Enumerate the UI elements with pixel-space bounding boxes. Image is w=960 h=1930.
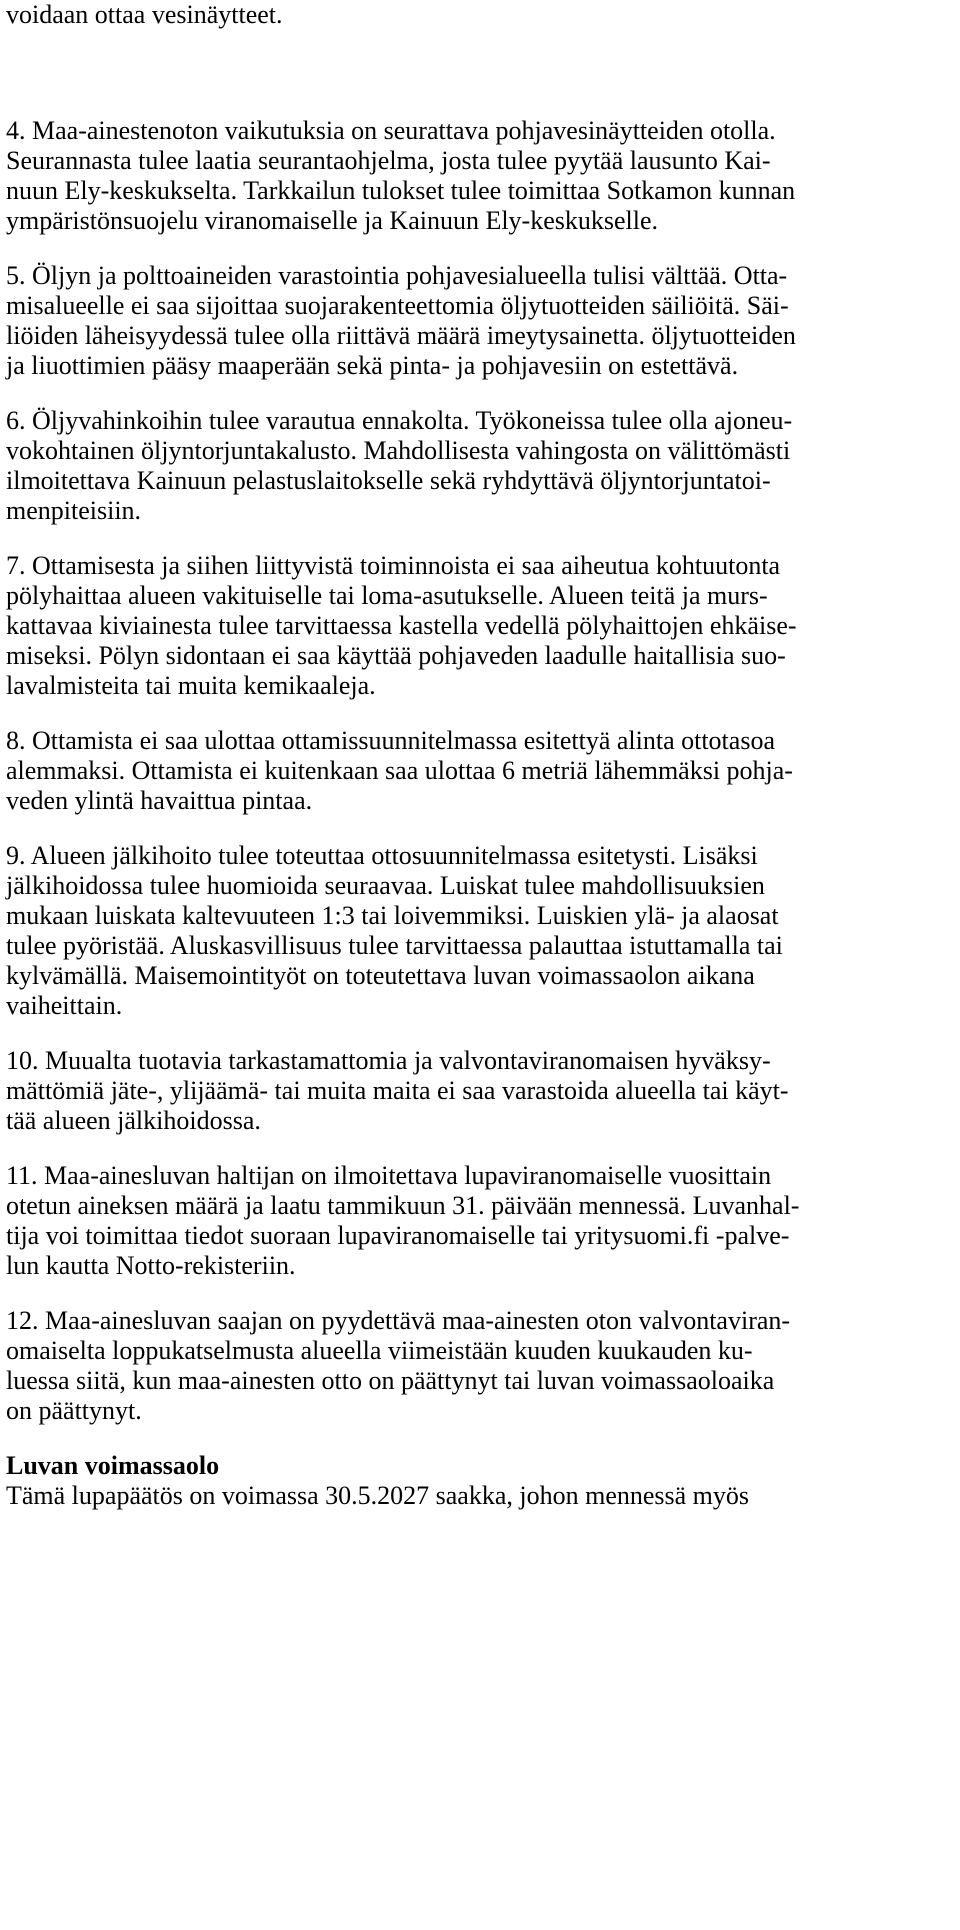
section-heading: Luvan voimassaolo (6, 1451, 220, 1480)
paragraph-4-line: ympäristönsuojelu viranomaiselle ja Kainuun Ely-keskukselle. (6, 206, 659, 235)
paragraph-4-line: Seurannasta tulee laatia seurantaohjelma, josta tulee pyytää lausunto Kai- (6, 146, 771, 175)
paragraph-9-line: 9. Alueen jälkihoito tulee toteuttaa ottosuunnitelmassa esitetysti. Lisäksi (6, 841, 758, 870)
paragraph-7-line: lavalmisteita tai muita kemikaaleja. (6, 671, 376, 700)
paragraph-7-line: miseksi. Pölyn sidontaan ei saa käyttää pohjaveden laadulle haitallisia suo- (6, 641, 786, 670)
paragraph-6-line: 6. Öljyvahinkoihin tulee varautua ennakolta. Työkoneissa tulee olla ajoneu- (6, 406, 793, 435)
paragraph-9-line: jälkihoidossa tulee huomioida seuraavaa. Luiskat tulee mahdollisuuksien (6, 871, 765, 900)
paragraph-6-line: ilmoitettava Kainuun pelastuslaitokselle sekä ryhdyttävä öljyntorjuntatoi- (6, 466, 771, 495)
paragraph-12-line: omaiselta loppukatselmusta alueella viimeistään kuuden kuukauden ku- (6, 1336, 753, 1365)
paragraph-11-line: lun kautta Notto-rekisteriin. (6, 1251, 296, 1280)
paragraph-12-line: luessa siitä, kun maa-ainesten otto on päättynyt tai luvan voimassaoloaika (6, 1366, 775, 1395)
paragraph-9-line: tulee pyöristää. Aluskasvillisuus tulee tarvittaessa palauttaa istuttamalla tai (6, 931, 783, 960)
paragraph-5-line: liöiden läheisyydessä tulee olla riittävä määrä imeytysainetta. öljytuotteiden (6, 321, 796, 350)
paragraph-4-line: 4. Maa-ainestenoton vaikutuksia on seurattava pohjavesinäytteiden otolla. (6, 116, 776, 145)
paragraph-6-line: vokohtainen öljyntorjuntakalusto. Mahdollisesta vahingosta on välittömästi (6, 436, 791, 465)
paragraph-5-line: ja liuottimien pääsy maaperään sekä pinta- ja pohjavesiin on estettävä. (6, 351, 739, 380)
paragraph-12-line: 12. Maa-ainesluvan saajan on pyydettävä maa-ainesten oton valvontaviran- (6, 1306, 791, 1335)
paragraph-11-line: 11. Maa-ainesluvan haltijan on ilmoitettava lupaviranomaiselle vuosittain (6, 1161, 772, 1190)
paragraph-7-line: 7. Ottamisesta ja siihen liittyvistä toiminnoista ei saa aiheutua kohtuutonta (6, 551, 781, 580)
paragraph-5-line: 5. Öljyn ja polttoaineiden varastointia pohjavesialueella tulisi välttää. Otta- (6, 261, 788, 290)
paragraph-9-line: kylvämällä. Maisemointityöt on toteutettava luvan voimassaolon aikana (6, 961, 755, 990)
paragraph-7-line: kattavaa kiviainesta tulee tarvittaessa kastella vedellä pölyhaittojen ehkäise- (6, 611, 797, 640)
paragraph-8-line: veden ylintä havaittua pintaa. (6, 786, 313, 815)
paragraph-8-line: alemmaksi. Ottamista ei kuitenkaan saa ulottaa 6 metriä lähemmäksi pohja- (6, 756, 793, 785)
paragraph-11-line: otetun aineksen määrä ja laatu tammikuun 31. päivään mennessä. Luvanhal- (6, 1191, 800, 1220)
paragraph-6-line: menpiteisiin. (6, 496, 142, 525)
paragraph-8-line: 8. Ottamista ei saa ulottaa ottamissuunnitelmassa esitettyä alinta ottotasoa (6, 726, 775, 755)
paragraph-4-line: nuun Ely-keskukselta. Tarkkailun tulokset tulee toimittaa Sotkamon kunnan (6, 176, 796, 205)
paragraph-7-line: pölyhaittaa alueen vakituiselle tai loma-asutukselle. Alueen teitä ja murs- (6, 581, 768, 610)
validity-line: Tämä lupapäätös on voimassa 30.5.2027 saakka, johon mennessä myös (6, 1481, 750, 1510)
text-line: voidaan ottaa vesinäytteet. (6, 0, 283, 29)
paragraph-11-line: tija voi toimittaa tiedot suoraan lupaviranomaiselle tai yritysuomi.fi -palve- (6, 1221, 790, 1250)
paragraph-10-line: 10. Muualta tuotavia tarkastamattomia ja valvontaviranomaisen hyväksy- (6, 1046, 771, 1075)
paragraph-12-line: on päättynyt. (6, 1396, 142, 1425)
paragraph-9-line: vaiheittain. (6, 991, 123, 1020)
paragraph-10-line: tää alueen jälkihoidossa. (6, 1106, 261, 1135)
paragraph-10-line: mättömiä jäte-, ylijäämä- tai muita maita ei saa varastoida alueella tai käyt- (6, 1076, 789, 1105)
paragraph-9-line: mukaan luiskata kaltevuuteen 1:3 tai loivemmiksi. Luiskien ylä- ja alaosat (6, 901, 779, 930)
paragraph-5-line: misalueelle ei saa sijoittaa suojarakenteettomia öljytuotteiden säiliöitä. Säi- (6, 291, 789, 320)
